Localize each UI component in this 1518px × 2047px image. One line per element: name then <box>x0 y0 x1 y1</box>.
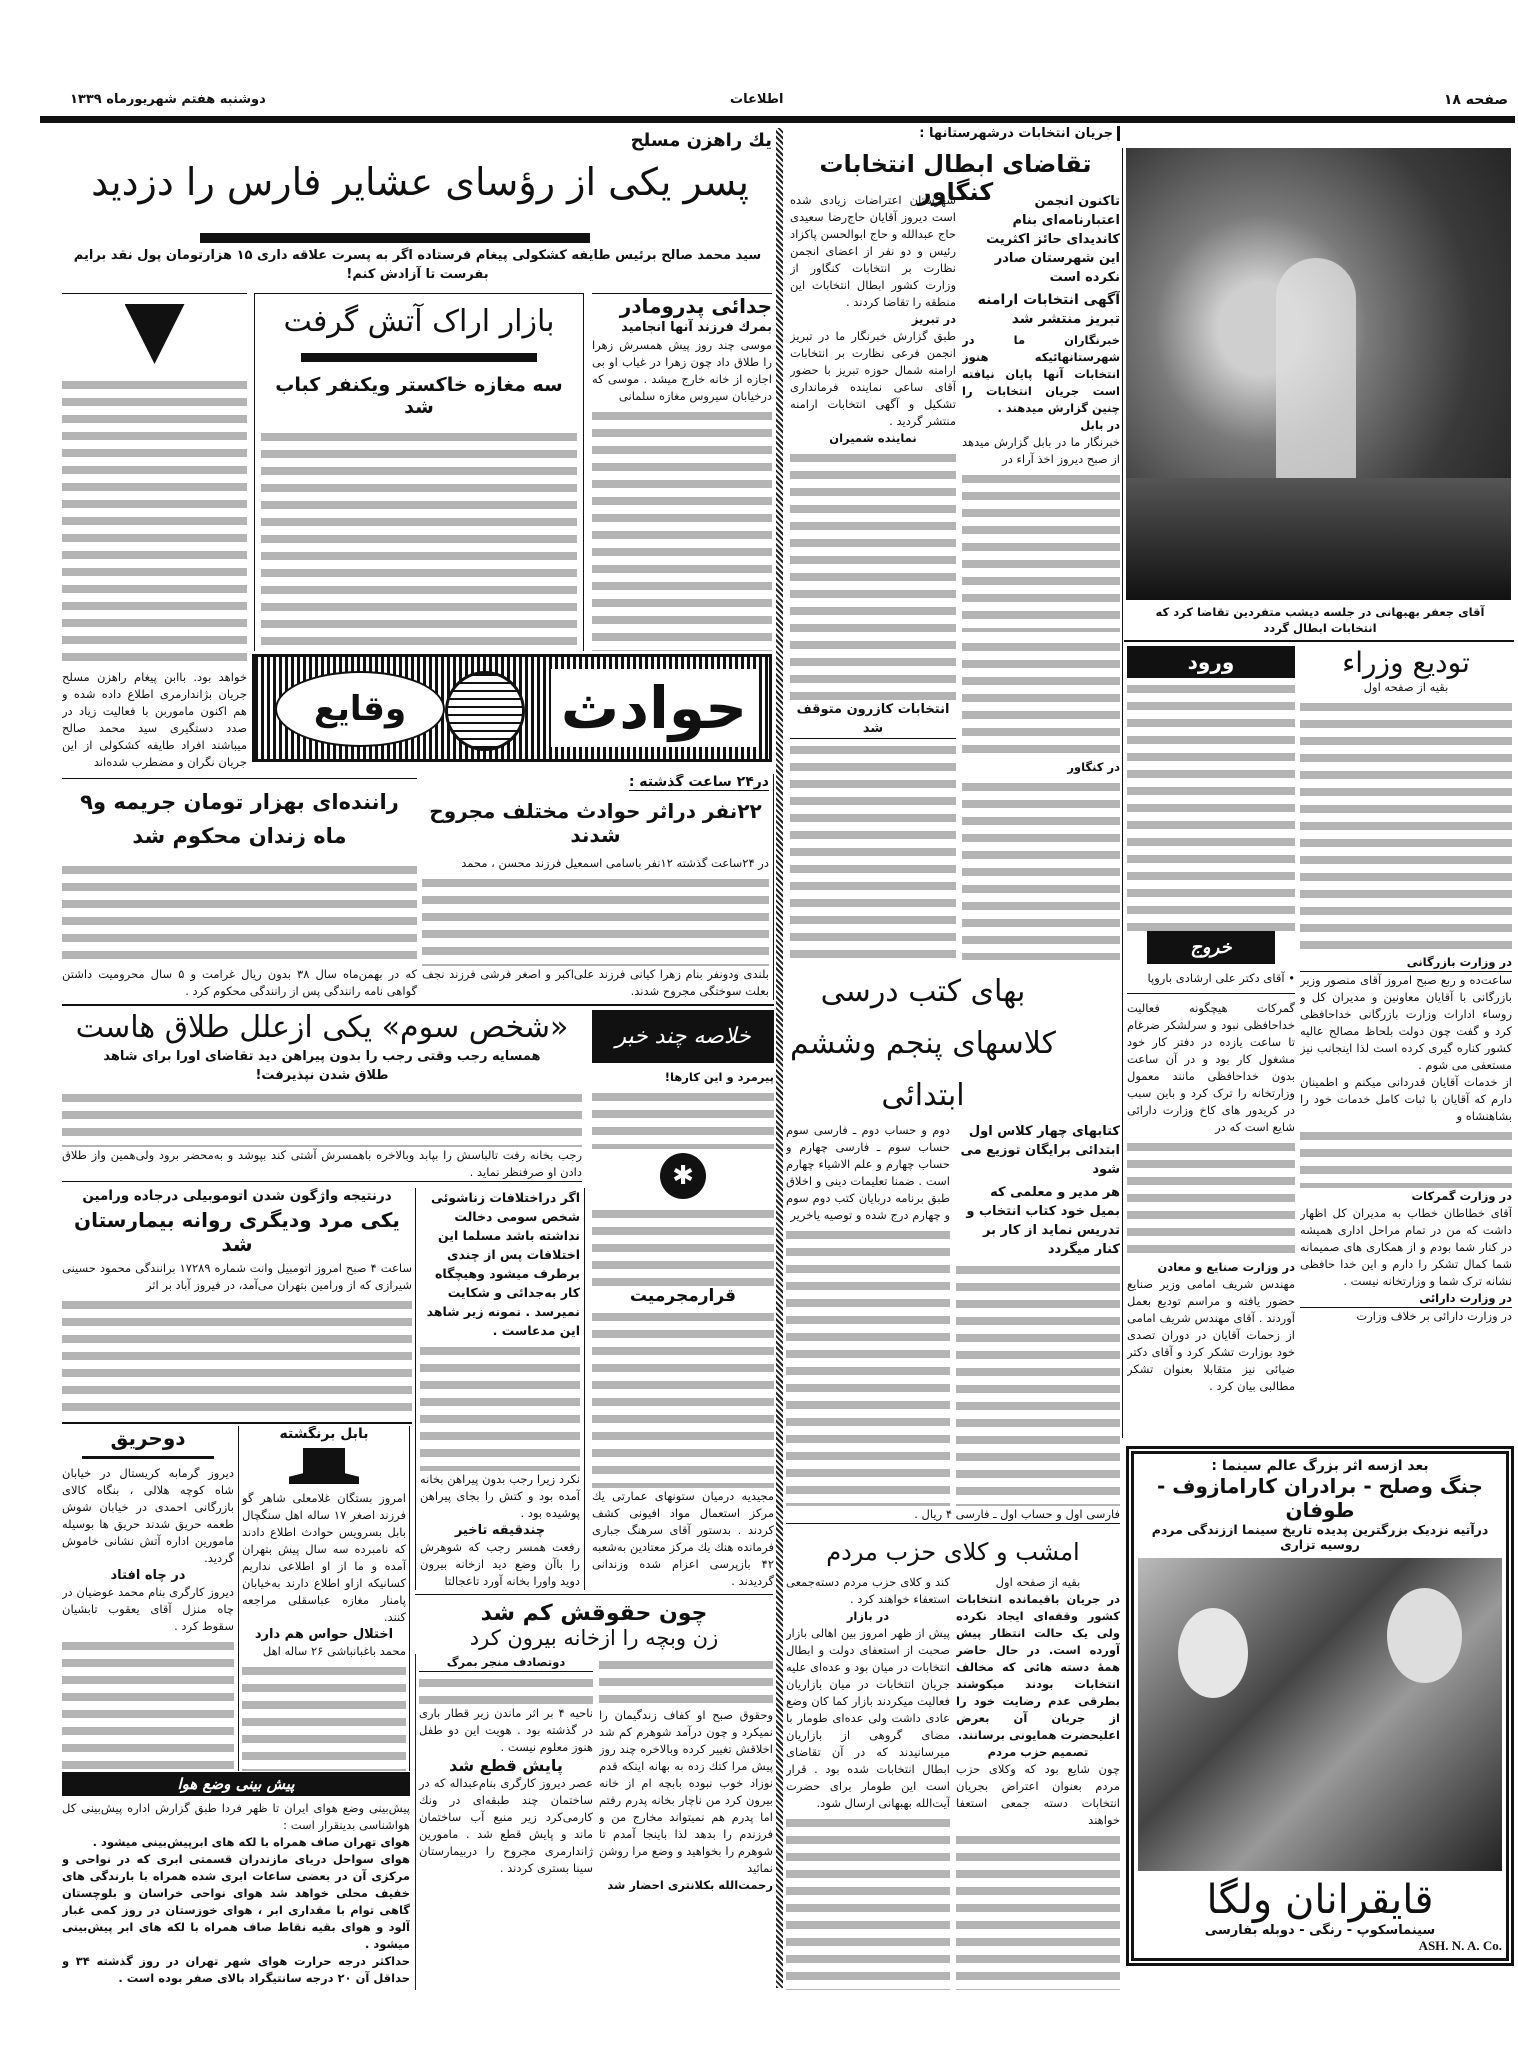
banner-word-incidents: حوادث <box>551 669 757 747</box>
babol-missing-title: بابل برنگشته <box>279 1426 369 1442</box>
cinema-format: سینماسکوپ - رنگی - دوبله بفارسی <box>1204 1923 1436 1938</box>
injured-body: در ۲۴ساعت گذشته ۱۲نفر باسامی اسمعیل فرزند محسن ، محمد <box>461 856 769 870</box>
text-lines <box>62 1638 234 1771</box>
elections-sub1: تاکنون انجمن اعتبارنامه‌ای بنام کاندیدای حائز اکثریت این شهرستان صادر نکرده است <box>986 194 1120 285</box>
text-lines <box>592 408 772 651</box>
babol-missing-body: امروز بستگان غلامعلی شاهر گو فرزند اصغر ۱۷ ساله اهل سنگچال بابل بسرویس حوادث اطلاع دادند که نامبرده سه سال پیش بتهران آمده و ما از او اطلاعی نداریم کسانیکه ازاو اطلاع دارند به‌خیابان پامنار مغازه عباسقلی مراجعه کنند. <box>242 1491 406 1624</box>
shemiran-byline: نماینده شمیران <box>829 431 917 445</box>
divorce-tail: رجب بخانه رفت تالباسش را بپابد وبالاخره باهمسرش آشتی کند بپوشد و به‌محضر برود ولی‌همین واز طلاق دادن او صرفنظر نماید . <box>62 1147 582 1182</box>
summary-column <box>592 1010 774 1590</box>
weather-article <box>62 1772 410 1990</box>
banner-word-events: وقایع <box>275 671 445 747</box>
text-lines <box>956 1832 1120 1990</box>
text-lines <box>419 1675 593 1705</box>
text-lines <box>261 429 577 651</box>
crash-body: ساعت ۴ صبح امروز اتومبیل وانت شماره ۱۷۲۸۹ برانندگی محمود حسینی شیرازی که از ورامین بتهران می‌آمد، در فیروز آباد بر اثر <box>62 1261 412 1292</box>
salary-headline: چون حقوقش کم شد <box>480 1601 708 1626</box>
textbooks-bullet-2: هر مدیر و معلمی که بمیل خود کتاب انتخاب و تدریس نماید از کار بر کنار میگردد <box>966 1185 1120 1257</box>
delay-body: رفعت همسر رجب که شوهرش را باآن وضع دید ازخانه بیرون دوید واورا بخانه آورد تاعجالتا <box>420 1540 580 1588</box>
babol-title: در بابل <box>1080 418 1120 432</box>
text-lines <box>62 862 417 966</box>
photo-speaker <box>1126 148 1511 600</box>
text-lines <box>592 1206 774 1286</box>
babol-body: خبرنگار ما در بابل گزارش میدهد از صبح دیروز اخذ آراء در <box>962 435 1120 466</box>
ornament-divider <box>82 1456 214 1459</box>
industry-body: مهندس شریف امامی وزیر صنایع حضور یافته و مراسم تودیع بعمل آوردند . آقای مهندس شریف امامی از زحمات آقایان در دوران تصدی خود بوزارت تشکر کرد و آقای دکتر ضیائی نیز متقابلا بعنوان تشکر مطالبی بیان کرد . <box>1127 1277 1295 1393</box>
party-headline: امشب و کلای حزب مردم <box>826 1538 1080 1566</box>
party-decision-title: تصمیم حزب مردم <box>987 1745 1089 1759</box>
salary-article <box>415 1594 773 1990</box>
commerce-body2: از خدمات آقایان قدردانی میکنم و اطمینان دارم که آقایان با ثبات کامل خدمات خود را بشاهنشاه و <box>1300 1075 1512 1123</box>
accidents-tail: ناحیه ۴ بر اثر ماندن زیر قطار باری در گذشته بود . هویت این دو طفل هنوز معلوم نیست . <box>419 1706 593 1754</box>
cinema-ad <box>1126 1446 1514 1966</box>
arak-article <box>254 293 584 651</box>
header-rule <box>40 116 1515 123</box>
party-cont: بقیه از صفحه اول <box>995 1575 1081 1589</box>
rule <box>200 233 590 243</box>
text-lines <box>956 1262 1120 1506</box>
salary-sub: زن وبچه را ازخانه بیرون کرد <box>469 1626 719 1650</box>
kazerun-title: انتخابات کازرون متوقف شد <box>790 700 956 739</box>
well-title: در چاه افتاد <box>110 1568 186 1583</box>
party-col-right <box>956 1574 1120 1990</box>
industry-title: در وزارت صنایع و معادن <box>1157 1260 1295 1274</box>
text-lines <box>962 779 1120 960</box>
text-lines <box>1127 681 1295 931</box>
finance-tail: در وزارت دارائی بر خلاف وزارت <box>1356 1309 1512 1323</box>
ministers-title: تودیع وزراء <box>1342 646 1470 679</box>
photo-caption: آقای جعفر بهبهانی در جلسه دیشب متفردین تقاضا کرد که انتخابات ابطال گردد <box>1155 605 1485 635</box>
cinema-title: قایقرانان ولگا <box>1206 1877 1434 1923</box>
text-lines <box>962 639 1120 759</box>
warning-triangle-icon <box>125 304 185 364</box>
star-icon: ✱ <box>660 1153 706 1199</box>
summary-item-2: قرارمجرمیت <box>629 1286 737 1306</box>
crash-kicker: درنتیجه واژگون شدن اتوموبیلی درجاده ورامین <box>82 1188 392 1204</box>
parents-body: موسی چند روز پیش همسرش زهرا را طلاق داد چون زهرا در غیاب او بی اجازه از خانه خارج میشد . موسی که درخیابان سیروس مغازه سلمانی <box>592 338 772 403</box>
injured-article <box>422 774 774 1000</box>
text-lines <box>962 471 1120 632</box>
weather-intro: پیش‌بینی وضع هوای ایران تا ظهر فردا طبق گزارش اداره پیش‌بینی کل هواشناسی بدینقرار است : <box>62 1801 410 1832</box>
textbooks-article <box>786 966 1120 1524</box>
textbooks-col-left <box>786 1122 950 1506</box>
driver-tail: که در بهمن‌ماه سال ۳۸ بدون ریال غرامت و ۵ سال محرومیت داشتن گواهی نامه رانندگی پس از رانندگی محکوم کرد . <box>62 967 417 998</box>
text-lines <box>62 1297 412 1420</box>
cinema-company: ASH. N. A. Co. <box>1418 1938 1502 1953</box>
kangavar-title: در کنگاور <box>1067 760 1120 774</box>
injured-kicker: در۲۴ ساعت گذشته : <box>628 774 769 790</box>
divorce-sub: همسایه رجب وقتی رجب را بدون پیراهن دید تقاضای اورا برای شاهد طلاق شدن نپذیرفت! <box>103 1049 541 1083</box>
parents-sub: بمرك فرزند آنها انجامید <box>621 320 772 335</box>
ministers-cont: بقیه از صفحه اول <box>1363 680 1449 694</box>
party-article <box>786 1530 1120 1990</box>
cinema-film3: طوفان <box>1285 1498 1355 1522</box>
text-lines <box>62 1090 582 1147</box>
textbooks-tail: فارسی اول و حساب اول ـ فارسی ۴ ریال . <box>786 1506 1120 1524</box>
arrivals-box: ورود <box>1127 646 1295 678</box>
commerce-title: در وزارت بازرگانی <box>1300 954 1512 972</box>
kangavar-body: شهرستان اعتراضات زیادی شده است دیروز آقایان حاج‌رضا سعیدی حاج عبدالله و حاج ابوالحسن پاکزاد رئیس و دو نفر از اعضای انجمن نظارت بر انتخابات کنگاور از وزارت کشور ابطال انتخابات این منطقه را تقاضا کردند . <box>790 193 956 309</box>
crash-article <box>62 1188 412 1420</box>
textbooks-col-right <box>956 1122 1120 1506</box>
summary-box: خلاصه چند خبر <box>592 1010 774 1063</box>
arak-bar <box>301 353 537 362</box>
elections-col-a <box>962 192 1120 632</box>
column-divider <box>776 128 783 1988</box>
driver-headline: راننده‌ای بهزار تومان جریمه و۹ ماه زندان محکوم شد <box>80 790 399 848</box>
salary-col-left <box>415 1654 593 1990</box>
elections-col-c <box>962 636 1120 960</box>
hat-icon <box>289 1448 359 1484</box>
bazaar-body: پیش از ظهر امروز بین اهالی بازار صحبت از استعفای دولت و ابطال انتخابات در میان بود و عده‌ای علیه جریان انتخابات در میان بازاریان فعالیت میکردند بازار کما کان وضع عادی داشت ولی عده‌ای طومار با مضای گروهی از بازاریان میرسانیدند که در آن تقاضای ابطال انتخابات شده بود . قرار است این طومار برای حضرت آیت‌الله بهبهانی ارسال شود. <box>786 1626 950 1810</box>
leg-title: پایش قطع شد <box>449 1756 563 1775</box>
text-lines <box>786 1227 950 1506</box>
textbooks-headline: بهای کتب درسی کلاسهای پنجم وششم ابتدائی <box>790 974 1056 1113</box>
party-decision-body: چون شایع بود که وکلای حزب مردم بعنوان اعتراض بجریان انتخابات دسته جمعی استعفا خواهند <box>956 1762 1120 1827</box>
crash-headline: یکی مرد ودیگری روانه بیمارستان شد <box>74 1208 400 1256</box>
fires-article <box>62 1426 234 1771</box>
newspaper-name: اطلاعات <box>730 92 784 107</box>
text-lines <box>592 1309 774 1488</box>
incidents-banner <box>252 654 772 762</box>
delay-title: چندقیقه تاخیر <box>454 1523 546 1538</box>
robber-headline: پسر یکی از رؤسای عشایر فارس را دزدید <box>91 160 749 204</box>
rule <box>1122 148 1123 1438</box>
customs-body: گمرکات هیچگونه فعالیت خداحافظی نبود و سرلشکر ضرغام تا ساعت یازده در دفتر کار خود مشغول کار بود و در آن ساعت بدون خداحافظی مانند معمول وزارتخانه را ترک کرد و باین سبب در کریدور های کاخ وزارت دارائی شایع است که در <box>1127 1001 1295 1134</box>
parents-headline: جدائی پدرومادر <box>619 294 772 318</box>
commerce-body: ساعت‌ده و ربع صبح امروز آقای منصور وزیر بازرگانی با آقایان معاونین و مدیران کل و روساء ادارات وزارت بازرگانی خداحافظی کرد و گفت چون دولت بلحاظ مصالح عالیه کشور کناره گیری کرده است لذا اینجانب نیز مستعفی می شوم . <box>1300 973 1512 1072</box>
elections-sub2: آگهی انتخابات ارامنه تبریز منتشر شد <box>977 292 1120 327</box>
text-lines <box>786 1815 950 1990</box>
divorce-headline: «شخص سوم» یکی ازعلل طلاق هاست <box>75 1010 569 1045</box>
robber-kicker: یك راهزن مسلح <box>630 130 772 151</box>
elections-headline: تقاضای ابطال انتخابات کنگاور <box>819 150 1092 206</box>
ministers-article <box>1300 646 1512 1438</box>
robber-sub: سید محمد صالح برئیس طایفه کشکولی پیغام فرستاده اگر به پسرت علاقه داری ۱۵ هزارتومان پول نقد برایم بفرست تا آزادش کنم! <box>73 248 762 282</box>
arak-headline: بازار اراک آتش گرفت <box>283 304 555 339</box>
departures-item: • آقای دکتر علی ارشادی باروپا <box>1127 970 1295 994</box>
text-lines <box>790 450 956 700</box>
departures-box: خروج <box>1147 931 1275 964</box>
rule <box>62 1422 412 1424</box>
tabriz-body: طبق گزارش خبرنگار ما در تبریز انجمن فرعی نظارت بر انتخابات ارامنه شمال حوزه تبریز با حضور آقای ساعی نماینده فرمانداری تشکیل و آگهی انتخابات ارامنه منتشر گردید . <box>790 329 956 428</box>
salary-body: وحقوق صبح او کفاف زندگیمان را نمیکرد و چون درآمد شوهرم کم شد اخلاقش تغییر کرده وبالاخره چند روز پیش مرا کتك زده به بهانه اینکه قدم نوزاد خوب نبوده بابچه ام از خانه بیرون کرد من ناچار بخانه پدرم رفتم اما پدرم هم نمیتواند مخارج من و فرزندم را بدهد لذا باینجا آمدم تا شوهرم را بخواهید و وضع مرا روشن نمائید <box>599 1708 773 1875</box>
cinema-soon: درآتیه نزدیک بزرگترین پدیده تاریخ سینما اززندگی مردم روسیه تزاری <box>1151 1522 1489 1552</box>
page-number: صفحه ۱۸ <box>1443 92 1508 108</box>
driver-article <box>62 778 417 1000</box>
text-lines <box>1300 699 1512 954</box>
salary-tail: رحمت‌الله بکلانتری احضار شد <box>607 1878 773 1892</box>
finance-body: آقای خطاطان خطاب به مدیران کل اظهار داشت که من در تمام مراحل اداری همیشه در کنار شما بودم و از همکاری های صمیمانه شما کمال تشکر را دارم و این خدا حافظی نشانه ترک شما و وزارتخانه نیست . <box>1300 1206 1512 1288</box>
text-lines <box>422 875 769 966</box>
divorce-quote: اگر دراختلافات زناشوئی شخص سومی دخالت نداشته باشد مسلما این اختلافات پس از چندی برطرف میشود وهیچگاه کار به‌جدائی و شکایت نمیرسد . نمونه زیر شاهد این مدعاست . <box>426 1190 580 1338</box>
film-still <box>1138 1558 1502 1871</box>
banner-globe-icon <box>445 671 525 751</box>
fires-body: دیروز گرمابه کریستال در خیابان شاه کوچه هلالی ، بنگاه کالای بازرگانی احمدی در خیابان شوش طعمه حریق شدند حریق ها بوسیله مامورین اداره آتش نشانی خاموش گردید. <box>62 1466 234 1565</box>
delay-top: نکرد زیرا رجب بدون پیراهن بخانه آمده بود و کتش را بجای پیراهن پوشیده بود . <box>420 1472 580 1520</box>
film-still-face <box>1178 1608 1248 1698</box>
robber-tail: خواهد بود. باابن پیغام راهزن مسلح جریان بژاندارمری اطلاع داده شده و هم اکنون ماموربن با فعالیت زیاد در صدد دستگیری سید محمد صالح میباشند افراد طایفه کشکولی از این جریان نگران و مضطرب شده‌اند <box>62 670 247 769</box>
elections-kicker: جریان انتخابات درشهرستانها : <box>785 126 1120 141</box>
elections-sub3: خبرنگاران ما در شهرستانهائیکه هنوز انتخابات آنها پایان نیافته است جریان انتخابات را چنین گزارش میدهند . <box>962 333 1120 415</box>
customs-title: در وزارت گمرکات <box>1411 1189 1512 1203</box>
party-col2-top: کند و کلای حزب مردم دسته‌جمعی استعفاء خواهند کرد . <box>786 1575 950 1606</box>
babol-article <box>238 1426 410 1771</box>
divorce-quote-column <box>415 1188 585 1590</box>
text-lines <box>1127 1139 1295 1259</box>
bazaar-title: در بازار <box>846 1609 890 1623</box>
well-body: دیروز کارگری بنام محمد عوضیان در چاه منزل آقای یعقوب تابشیان سقوط کرد . <box>62 1585 234 1633</box>
issue-date: دوشنبه هفتم شهریورماه ۱۳۳۹ <box>70 92 266 107</box>
cinema-films: جنگ وصلح - برادران کارامازوف - <box>1157 1474 1483 1498</box>
tabriz-title: در تبریز <box>911 312 956 326</box>
injured-tail: بلندی ودونفر بنام زهرا کیانی فرزند علی‌اکبر و اصغر فرشی فرزند نجف بعلت سوختگی مجروح شدند. <box>422 967 769 998</box>
text-lines <box>599 1657 773 1707</box>
parents-article <box>592 293 772 651</box>
film-still-face <box>1387 1588 1462 1683</box>
rule <box>1124 640 1514 642</box>
salary-col-right <box>599 1654 773 1990</box>
injured-headline: ۲۲نفر دراثر حوادث مختلف مجروح شدند <box>429 799 762 847</box>
babol-sub: اختلال حواس هم دارد <box>254 1627 394 1642</box>
photo-audience <box>1126 478 1511 600</box>
fires-title: دوحریق <box>110 1426 186 1450</box>
arak-sub: سه مغازه خاکستر ویکنفر کباب شد <box>275 374 563 418</box>
rule <box>62 1004 774 1006</box>
accidents-title: دوتصادف منجر بمرگ <box>419 1654 593 1672</box>
elections-col-b <box>790 192 956 960</box>
party-lead: در جریان باقیمانده انتخابات کشور وقفه‌ای ایجاد نکرده ولی یک حالت انتظار پیش آورده است. در حال حاضر همهٔ دسته هائی که مخالف انتخابات بودند میکوشند بطرقی عدم رضایت خود را از جریان آن بعرض اعلیحضرت همایونی برسانند. <box>956 1592 1120 1742</box>
text-lines <box>1300 1128 1512 1188</box>
weather-regions: هوای سواحل دریای مازندران قسمتی ابری که در نواحی و مرکزی آن در بعضی ساعات ابری شده همراه با بارندگی های خفیف محلی خواهد شد هوای نواحی خراسان و بلوچستان گاهی توام با مقداری ابر ، هوای خوزستان در روز کمی غبار آلود و هوای بقیه نقاط صاف همراه با لکه های ابر پیش‌بینی میشود . <box>62 1852 410 1951</box>
robber-body <box>62 293 247 771</box>
text-lines <box>242 1663 406 1771</box>
party-col-left <box>786 1574 950 1990</box>
leg-body: عصر دیروز کارگری بنام‌عبداله که در ساختمان چند طبقه‌ای در ونك کارمی‌کرد زیر منبع آب ساختمان ماند و پایش قطع شد . مامورین ژاندارمری مجروح را دربیمارستان سینا بستری کردند . <box>419 1776 593 1875</box>
finance-title: در وزارت دارائی <box>1300 1290 1512 1308</box>
summary-item-1: پیرمرد و این کارها! <box>664 1070 774 1084</box>
weather-temp: حداکثر درجه حرارت هوای شهر تهران در روز گذشته ۳۴ و حداقل آن ۲۰ درجه سانتیگراد بالای صفر بوده است . <box>62 1954 410 1985</box>
text-lines <box>420 1343 580 1471</box>
text-lines <box>790 742 956 960</box>
text-lines <box>592 1089 774 1149</box>
cinema-pre: بعد ازسه اثر بزرگ عالم سینما : <box>1211 1458 1429 1474</box>
textbooks-body: دوم و حساب دوم ـ فارسی سوم حساب سوم ـ فارسی چهارم و حساب چهارم و علم الاشیاء چهارم است . ضمنا تعلیمات دینی و اخلاق طبق برنامه دربایان کتب دوم سوم و چهارم درج شده و توصیه یاخریر <box>786 1123 950 1222</box>
textbooks-bullet-1: کتابهای چهار کلاس اول ابتدائی برایگان توزیع می شود <box>960 1124 1120 1177</box>
babol-sub-body: محمد باغبانباشی ۲۶ ساله اهل <box>262 1644 406 1658</box>
summary-opium: مجیدیه درمیان ستونهای عمارتی یك مرکز استعمال مواد افیونی کشف کردند . بدستور آقای سرهنگ جباری فرمانده هنك یك مرکز معتادین به‌شعبه ۴۲ بازپرسی اعزام شده وزندانی گردیدند . <box>592 1489 774 1588</box>
divorce-article <box>62 1010 582 1182</box>
arrivals-column <box>1127 646 1295 1438</box>
weather-banner: پیش بینی وضع هوا <box>62 1772 410 1796</box>
text-lines <box>62 377 247 669</box>
weather-tehran: هوای تهران صاف همراه با لکه های ابرپیش‌بینی میشود . <box>92 1835 410 1849</box>
